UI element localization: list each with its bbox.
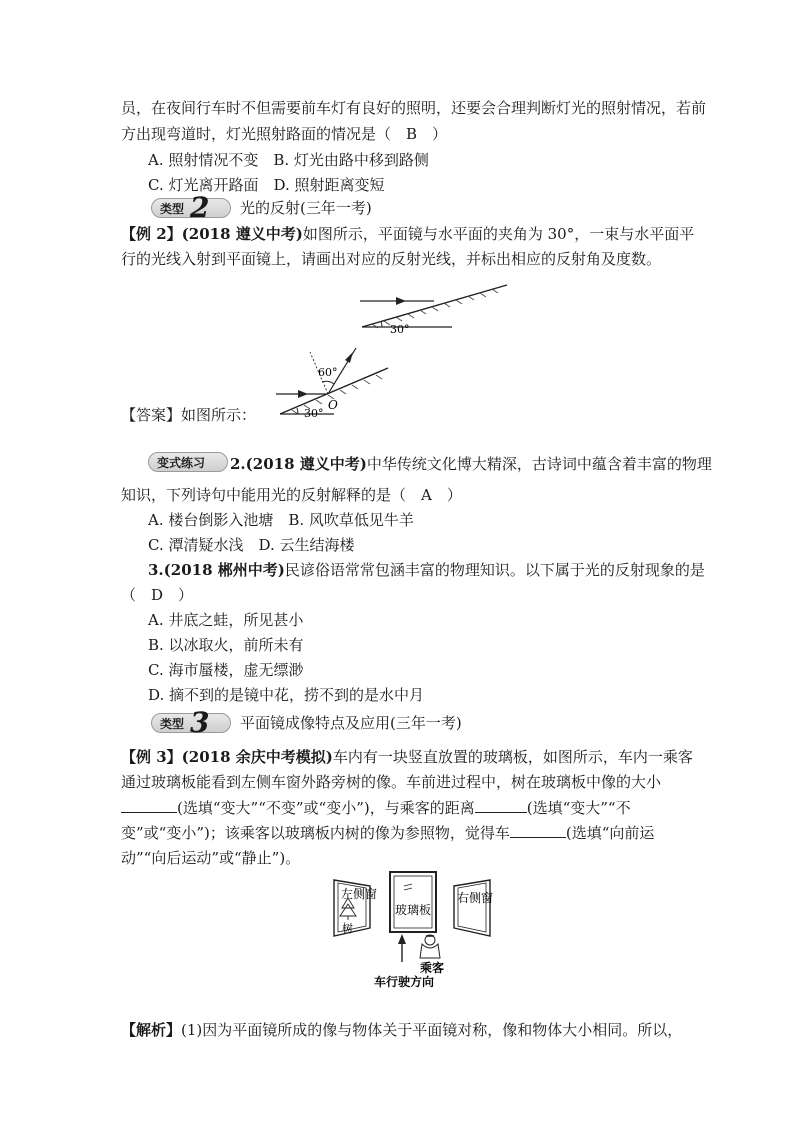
example3-line-2: 通过玻璃板能看到左侧车窗外路旁树的像。车前进过程中，树在玻璃板中像的大小 — [121, 773, 662, 791]
direction-label: 车行驶方向 — [374, 975, 435, 989]
question2-number: 2. — [230, 455, 246, 473]
mirror-figure-answer — [270, 346, 390, 418]
point-label-o: O — [328, 398, 338, 412]
glass-label: 玻璃板 — [395, 903, 432, 917]
question2-options-cd: C. 潭清疑水浅 D. 云生结海楼 — [148, 536, 355, 554]
mirror-surface — [362, 285, 507, 328]
type3-badge-number: 3 — [190, 706, 210, 739]
example3-line-3 — [121, 798, 631, 818]
analysis-text-1: (1)因为平面镜所成的像与物体关于平面镜对称，像和物体大小相同。所以， — [181, 1021, 683, 1039]
type2-badge-number: 2 — [190, 191, 210, 224]
question3-option-a: A. 井底之蛙，所见甚小 — [148, 611, 304, 629]
example2-tag: 【例 2】 — [121, 225, 182, 243]
question2-line-1 — [230, 454, 712, 474]
example2-line-1 — [121, 224, 694, 244]
question3-line-1 — [148, 560, 705, 580]
question3-text-1: 民谚俗语常常包涵丰富的物理知识。以下属于光的反射现象的是 — [284, 561, 705, 579]
text-line-1: 员，在夜间行车时不但需要前车灯有良好的照明，还要会合理判断灯光的照射情况，若前 — [121, 99, 707, 117]
answer-label: 【答案】如图所示： — [121, 406, 257, 424]
tree-label: 树 — [342, 922, 353, 935]
car-interior-figure — [328, 870, 508, 990]
question2-line-2: 知识，下列诗句中能用光的反射解释的是（ A ） — [121, 486, 462, 504]
example3-tag: 【例 3】 — [121, 748, 182, 766]
type3-title: 平面镜成像特点及应用(三年一考) — [240, 714, 462, 732]
example2-text-1: 如图所示，平面镜与水平面的夹角为 30°，一束与水平面平 — [302, 225, 695, 243]
question3-option-b: B. 以冰取火，前所未有 — [148, 636, 304, 654]
type2-title: 光的反射(三年一考) — [240, 199, 372, 217]
practice-badge-label: 变式练习 — [157, 455, 206, 470]
example3-line-4 — [121, 823, 654, 843]
analysis-line-1 — [121, 1020, 682, 1040]
type2-badge-label: 类型 — [160, 201, 185, 216]
example2-line-2: 行的光线入射到平面镜上，请画出对应的反射光线，并标出相应的反射角及度数。 — [121, 250, 662, 268]
incident-ray — [360, 297, 434, 305]
example3-text-1: 车内有一块竖直放置的玻璃板，如图所示，车内一乘客 — [332, 748, 693, 766]
question3-line-2: （ D ） — [121, 586, 194, 604]
blank-2[interactable] — [475, 798, 527, 813]
analysis-tag: 【解析】 — [121, 1021, 182, 1039]
glass-plate — [390, 872, 436, 932]
blank-3[interactable] — [510, 823, 566, 838]
right-window — [454, 880, 493, 936]
left-window-label: 左侧窗 — [341, 887, 378, 901]
text-line-2: 方出现弯道时，灯光照射路面的情况是（ B ） — [121, 125, 448, 143]
example3-text-4b: (选填“向前运 — [565, 824, 655, 842]
question3-option-c: C. 海市蜃楼，虚无缥渺 — [148, 661, 304, 679]
example3-text-3b: (选填“变大”“不 — [526, 799, 631, 817]
example3-source: (2018 余庆中考模拟) — [181, 748, 333, 766]
right-window-label: 右侧窗 — [457, 891, 494, 905]
left-window — [334, 880, 377, 936]
option-line-ab: A. 照射情况不变 B. 灯光由路中移到路侧 — [148, 151, 429, 169]
blank-1[interactable] — [121, 798, 177, 813]
reflection-angle-arc — [322, 381, 334, 384]
question2-options-ab: A. 楼台倒影入池塘 B. 风吹草低见牛羊 — [148, 511, 414, 529]
mirror-figure-question — [352, 281, 522, 337]
example3-line-1 — [121, 747, 693, 767]
angle-label-30: 30° — [390, 323, 410, 336]
practice-badge — [148, 452, 228, 472]
type3-badge — [151, 706, 231, 739]
question2-source: (2018 遵义中考) — [245, 455, 367, 473]
passenger-icon — [420, 935, 440, 958]
direction-arrow — [398, 934, 406, 962]
question3-number: 3. — [148, 561, 164, 579]
option-line-cd: C. 灯光离开路面 D. 照射距离变短 — [148, 176, 385, 194]
example3-text-4a: 变”或“变小”)；该乘客以玻璃板内树的像为参照物，觉得车 — [121, 824, 510, 842]
angle-label-60: 60° — [318, 366, 338, 379]
example3-line-5: 动”“向后运动”或“静止”)。 — [121, 849, 301, 867]
passenger-label: 乘客 — [420, 961, 445, 975]
example2-source: (2018 遵义中考) — [181, 225, 303, 243]
type3-badge-label: 类型 — [160, 716, 185, 731]
example3-text-3a: (选填“变大”“不变”或“变小”)，与乘客的距离 — [177, 799, 475, 817]
question3-option-d: D. 摘不到的是镜中花，捞不到的是水中月 — [148, 686, 425, 704]
question3-source: (2018 郴州中考) — [163, 561, 285, 579]
type2-badge — [151, 191, 231, 224]
answer-angle-label-30: 30° — [304, 407, 324, 418]
question2-text-1: 中华传统文化博大精深，古诗词中蕴含着丰富的物理 — [366, 455, 712, 473]
